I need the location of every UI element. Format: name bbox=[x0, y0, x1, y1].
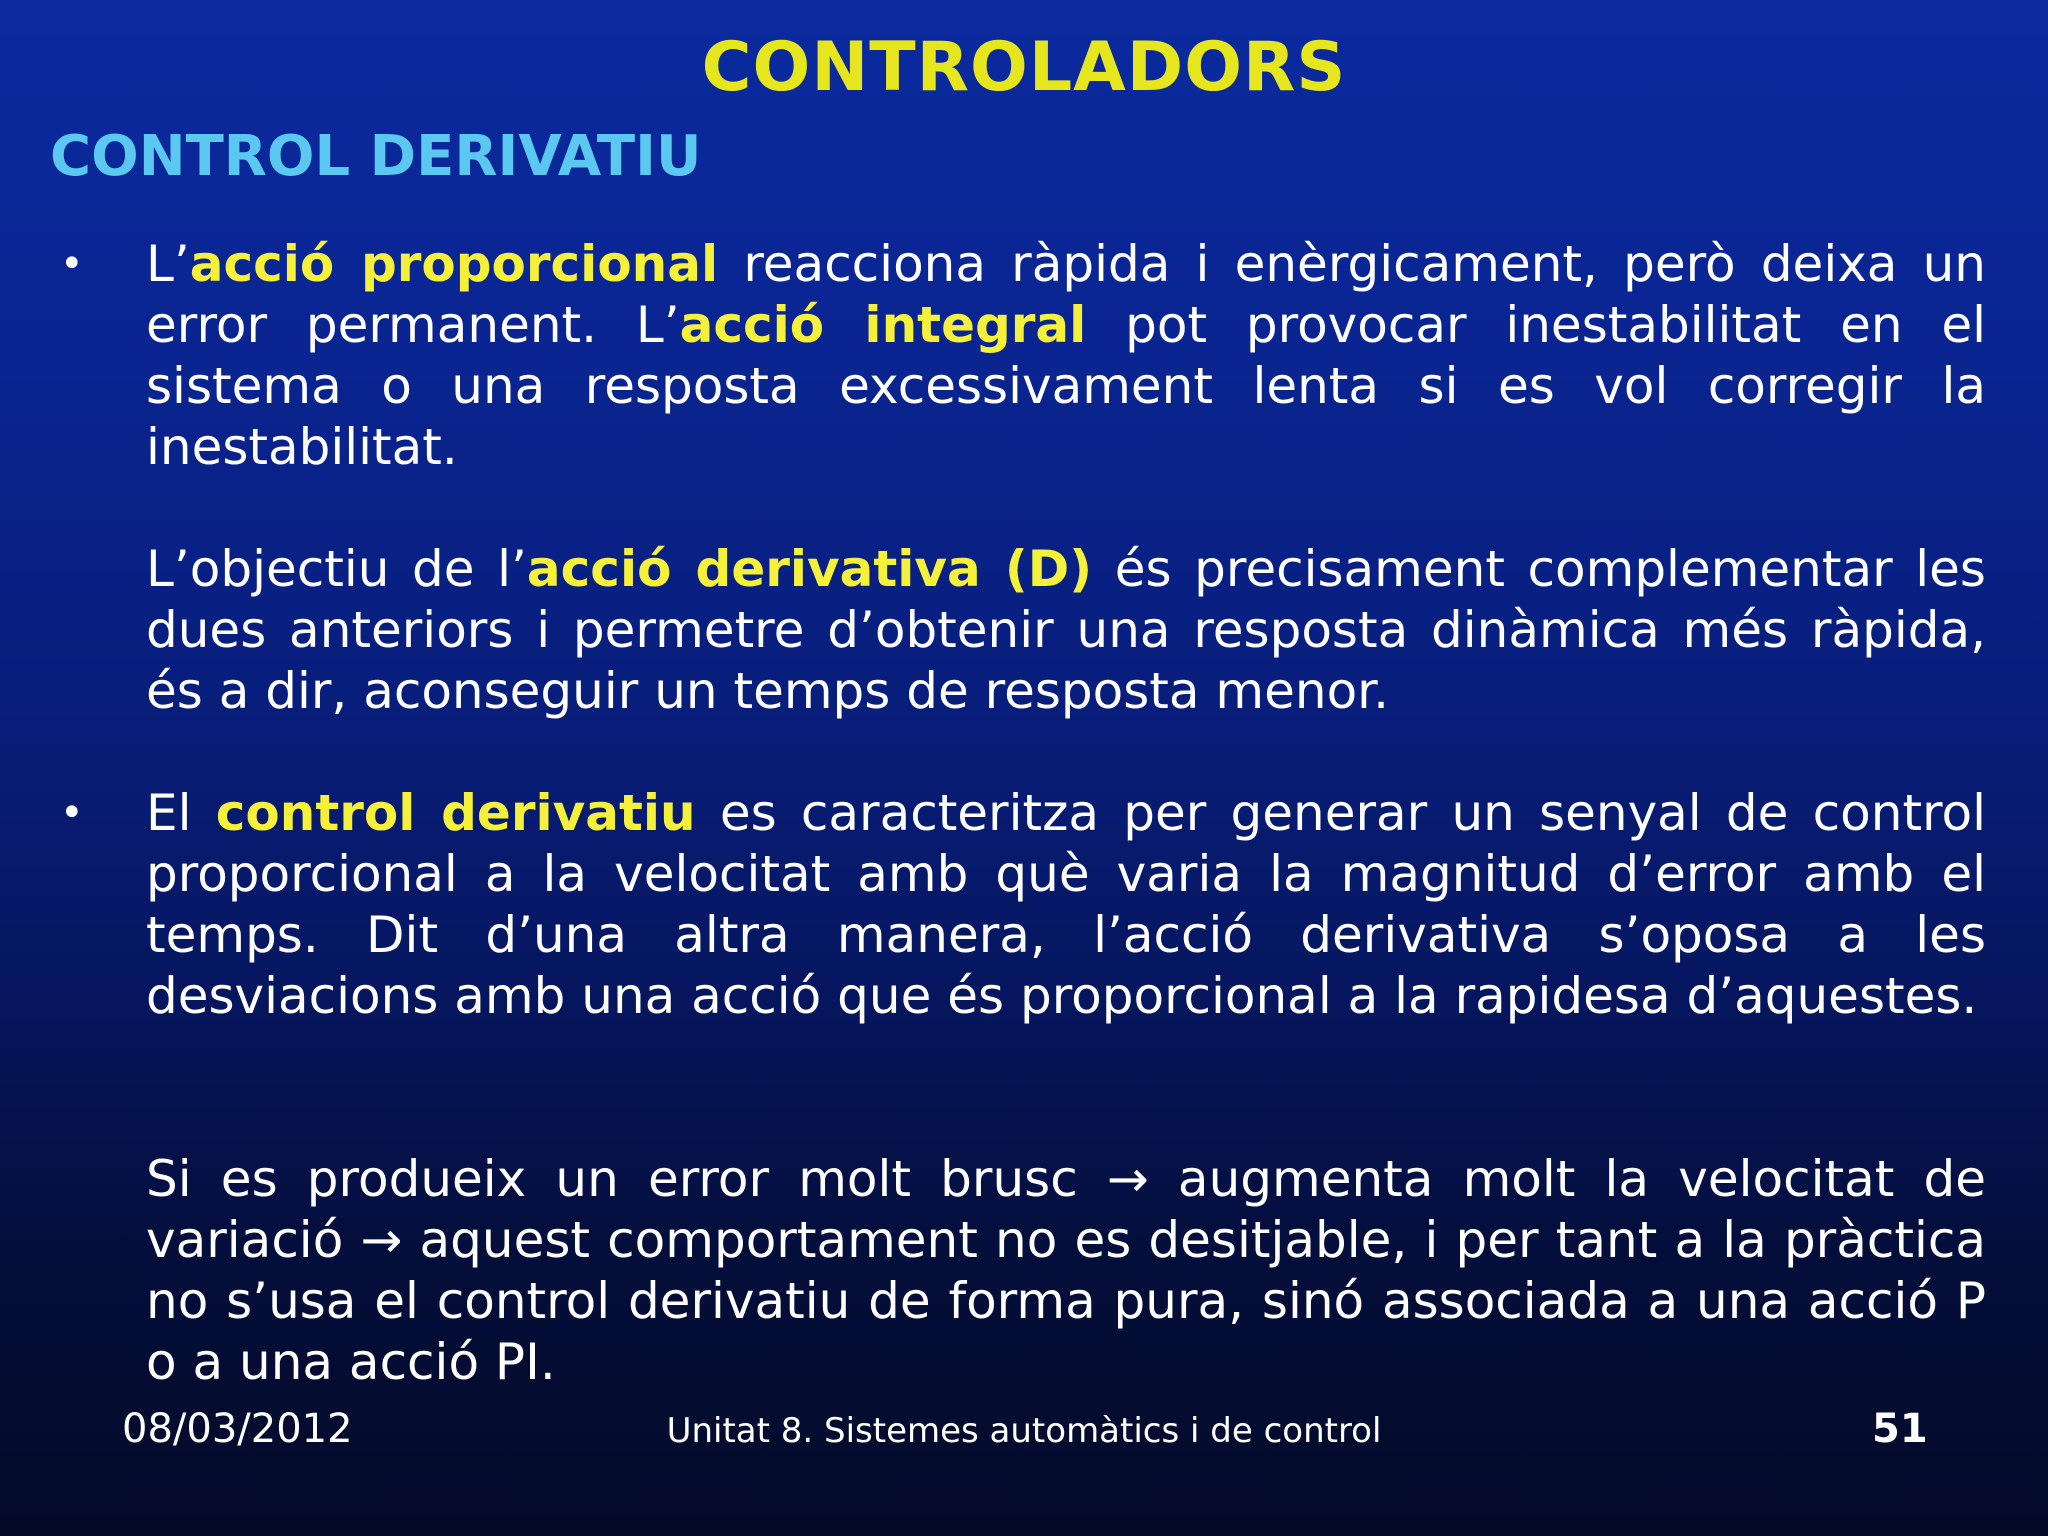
highlight-derivative: acció derivativa (D) bbox=[526, 540, 1093, 598]
text-run: pot provocar inestabilitat en el sistema o una resposta excessivament lenta si es vol corregir la inestabilitat. bbox=[146, 296, 1986, 476]
paragraph-derivative-control bbox=[146, 783, 1986, 1027]
footer-course: Unitat 8. Sistemes automàtics i de control bbox=[666, 1411, 1382, 1451]
highlight-integral: acció integral bbox=[679, 296, 1087, 354]
text-run: L’objectiu de l’ bbox=[146, 540, 527, 598]
text-run: és precisament complementar les dues anteriors i permetre d’obtenir una resposta dinàmica més ràpida, és a dir, aconseguir un temps de resposta menor. bbox=[146, 540, 1986, 720]
text-run: L’ bbox=[146, 235, 190, 293]
bullet-marker: • bbox=[60, 241, 84, 287]
slide-title: CONTROLADORS bbox=[701, 28, 1347, 107]
bullet-marker: • bbox=[60, 790, 84, 836]
paragraph-sudden-error bbox=[146, 1149, 1986, 1393]
footer-date: 08/03/2012 bbox=[122, 1406, 353, 1452]
text-run: reacciona ràpida i enèrgicament, però deixa un error permanent. L’ bbox=[146, 235, 1986, 354]
highlight-derivative-control: control derivatiu bbox=[215, 784, 696, 842]
text-run: Si es produeix un error molt brusc → augmenta molt la velocitat de variació → aquest comportament no es desitjable, i per tant a la pràctica no s’usa el control derivatiu de forma pura, sinó associada a una acció P o a una acció PI. bbox=[146, 1150, 1986, 1391]
highlight-proportional: acció proporcional bbox=[189, 235, 719, 293]
slide-subtitle: CONTROL DERIVATIU bbox=[50, 124, 702, 189]
text-run: es caracteritza per generar un senyal de control proporcional a la velocitat amb què varia la magnitud d’error amb el temps. Dit d’una altra manera, l’acció derivativa s’oposa a les desviacions amb una acció que és proporcional a la rapidesa d’aquestes. bbox=[146, 784, 1986, 1025]
paragraph-derivative-objective bbox=[146, 539, 1986, 722]
footer-page-number: 51 bbox=[1872, 1406, 1928, 1452]
paragraph-proportional-integral bbox=[146, 234, 1986, 478]
text-run: El bbox=[146, 784, 216, 842]
